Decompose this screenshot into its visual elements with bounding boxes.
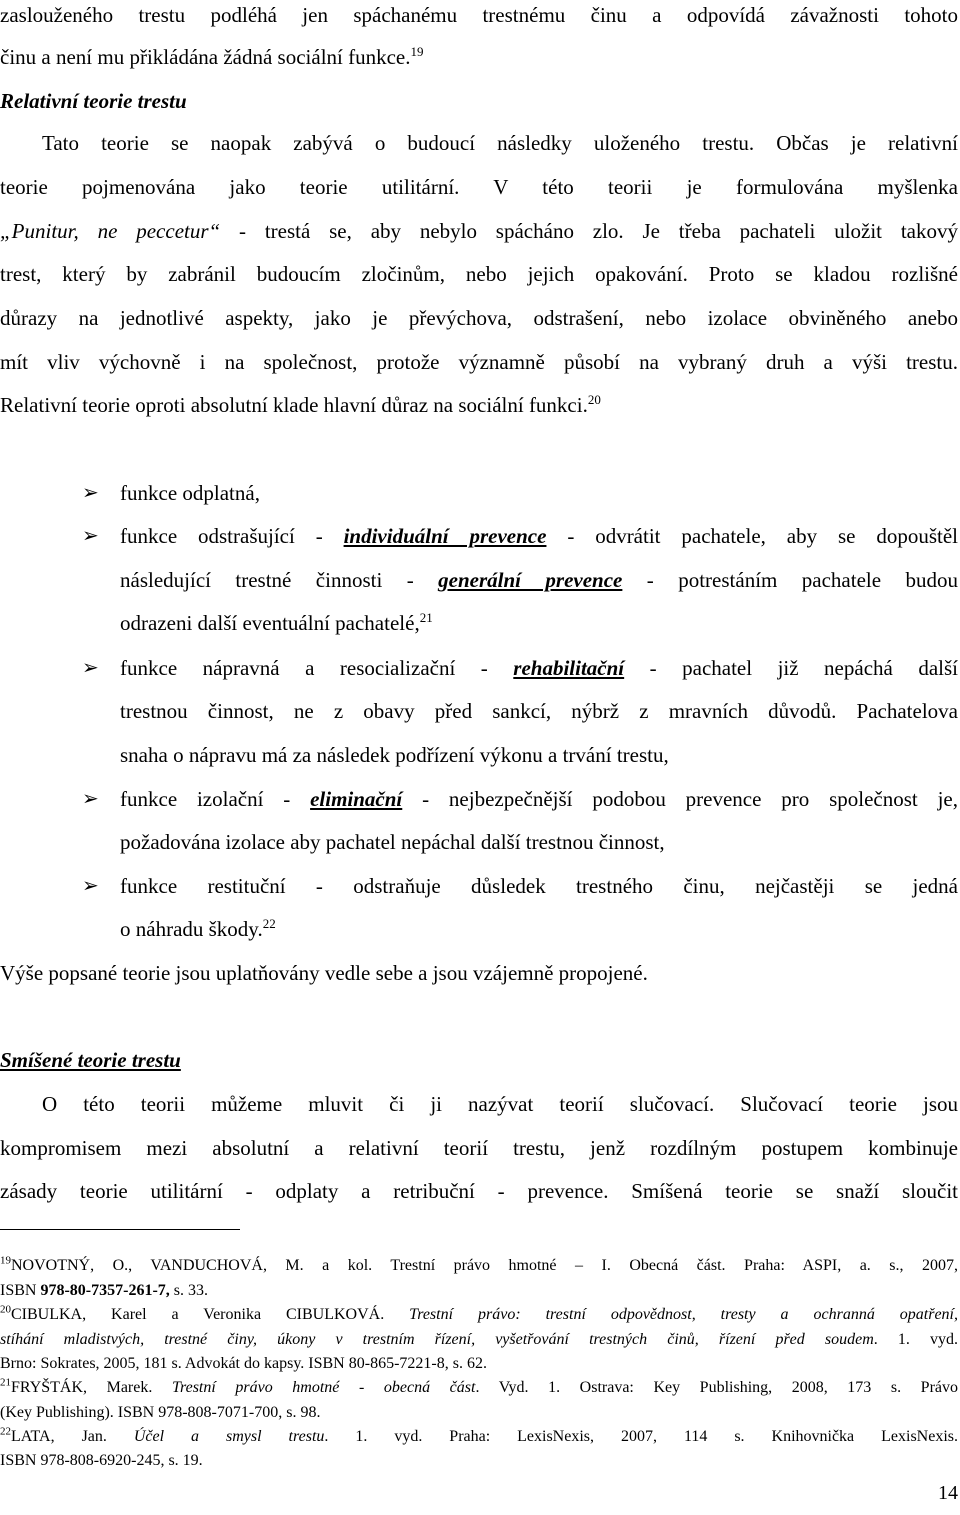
arrow-bullet-icon: ➢ — [82, 875, 99, 897]
footnote: $^{22}$LATA, Jan. Účel a smysl trestu. 1. vyd. Praha: LexisNexis, 2007, 114 s. Knihovnička LexisNexis. — [0, 1425, 959, 1445]
footnote: $^{20}$CIBULKA, Karel a Veronika CIBULKOVÁ. Trestní právo: trestní odpovědnost, tresty a ochranná opatření, — [0, 1303, 958, 1323]
footnote-ref: 20 — [587, 392, 601, 407]
footnote-line: ISBN 978-80-7357-261-7, s. 33. — [0, 1282, 208, 1299]
bullet-item: funkce odstrašující - individuální prevence - odvrátit pachatele, aby se dopouštěl — [120, 524, 959, 548]
body-line: trest, který by zabránil budoucím zločinům, nebo jejich opakování. Proto se kladou rozlišné — [0, 262, 958, 286]
footnote-line: Brno: Sokrates, 2005, 181 s. Advokát do kapsy. ISBN 80-865-7221-8, s. 62. — [0, 1355, 487, 1372]
body-line: mít vliv výchovně i na společnost, protože významně působí na vybraný druh a výši trestu. — [0, 350, 958, 374]
footnote-line: ISBN 978-808-6920-245, s. 19. — [0, 1452, 203, 1469]
footnote-divider — [0, 1229, 240, 1230]
body-line: zásady teorie utilitární - odplaty a retribuční - prevence. Smíšená teorie se snaží sloučit — [0, 1179, 958, 1203]
bullet-item-line: požadována izolace aby pachatel nepáchal další trestnou činnost, — [120, 830, 665, 854]
body-line: Tato teorie se naopak zabývá o budoucí následky uloženého trestu. Občas je relativní — [42, 131, 958, 155]
bullet-item-line: následující trestné činnosti - generální prevence - potrestáním pachatele budou — [120, 568, 958, 592]
footnote-ref: 19 — [410, 44, 424, 59]
bullet-item: funkce odplatná, — [120, 481, 260, 505]
body-line: činu a není mu přikládána žádná sociální funkce.$^{19}$ — [0, 44, 424, 69]
bullet-item-line: o náhradu škody.$^{22}$ — [120, 916, 276, 941]
footnote-line: stíhání mladistvých, trestné činy, úkony v trestním řízení, vyšetřování trestných činů, řízení před soudem. 1. vyd. — [0, 1331, 959, 1348]
footnote: $^{21}$FRYŠTÁK, Marek. Trestní právo hmotné - obecná část. Vyd. 1. Ostrava: Key Publishing, 2008, 173 s. Právo — [0, 1376, 958, 1396]
footnote-ref: 22 — [262, 916, 276, 931]
bullet-item: funkce restituční - odstraňuje důsledek trestného činu, nejčastěji se jedná — [120, 874, 958, 898]
body-line: kompromisem mezi absolutní a relativní teorií trestu, jenž rozdílným postupem kombinuje — [0, 1136, 958, 1160]
arrow-bullet-icon: ➢ — [82, 788, 99, 810]
bullet-item-line: trestnou činnost, ne z obavy před sankcí, nýbrž z mravních důvodů. Pachatelova — [120, 699, 958, 723]
body-line: teorie pojmenována jako teorie utilitární. V této teorii je formulována myšlenka — [0, 175, 958, 199]
arrow-bullet-icon: ➢ — [82, 525, 99, 547]
bullet-item-line: odrazeni další eventuální pachatelé,$^{21}$ — [120, 610, 433, 635]
bullet-item: funkce nápravná a resocializační - rehabilitační - pachatel již nepáchá další — [120, 656, 958, 680]
body-line: zaslouženého trestu podléhá jen spáchanému trestnému činu a odpovídá závažnosti tohoto — [0, 3, 958, 27]
section-heading: Relativní teorie trestu — [0, 89, 187, 113]
footnote-line: (Key Publishing). ISBN 978-808-7071-700, s. 98. — [0, 1404, 321, 1421]
body-line: O této teorii můžeme mluvit či ji nazývat teorií slučovací. Slučovací teorie jsou — [42, 1092, 958, 1116]
body-line: Výše popsané teorie jsou uplatňovány vedle sebe a jsou vzájemně propojené. — [0, 961, 648, 985]
body-line: Relativní teorie oproti absolutní klade hlavní důraz na sociální funkci.$^{20}$ — [0, 392, 601, 417]
arrow-bullet-icon: ➢ — [82, 482, 99, 504]
footnote-ref: 21 — [419, 610, 433, 625]
section-heading: Smíšené teorie trestu — [0, 1048, 181, 1072]
page-number: 14 — [938, 1482, 958, 1504]
footnote: $^{19}$NOVOTNÝ, O., VANDUCHOVÁ, M. a kol. Trestní právo hmotné – I. Obecná část. Praha: ASPI, a. s., 2007, — [0, 1254, 958, 1274]
bullet-item: funkce izolační - eliminační - nejbezpečnější podobou prevence pro společnost je, — [120, 787, 958, 811]
body-line: důrazy na jednotlivé aspekty, jako je převýchova, odstrašení, nebo izolace obviněného anebo — [0, 306, 958, 330]
arrow-bullet-icon: ➢ — [82, 657, 99, 679]
bullet-item-line: snaha o nápravu má za následek podřízení výkonu a trvání trestu, — [120, 743, 669, 767]
body-line: „Punitur, ne peccetur“ - trestá se, aby nebylo spácháno zlo. Je třeba pachateli uložit takový — [0, 219, 958, 243]
